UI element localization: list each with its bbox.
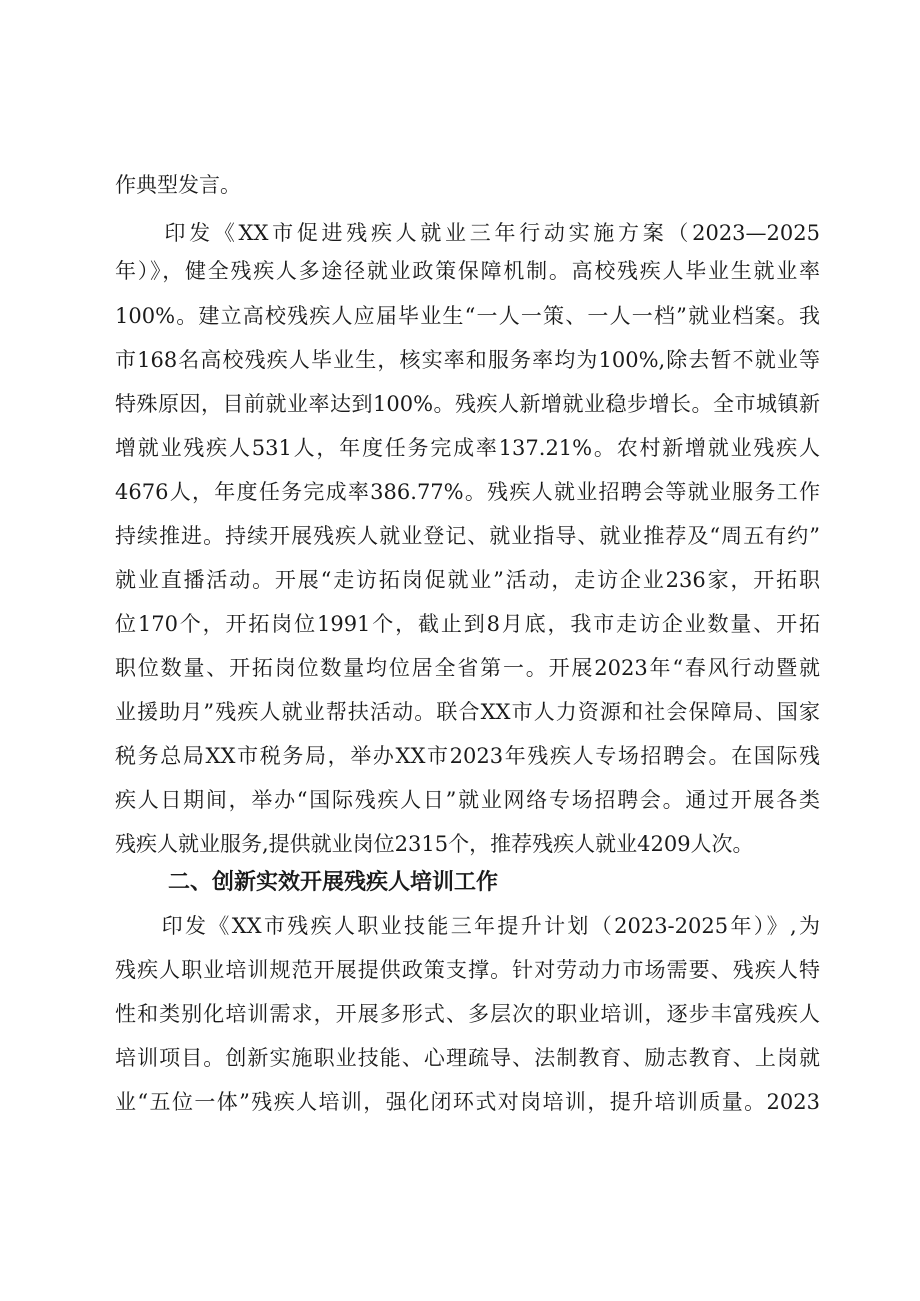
employment-line-4: 市168名高校残疾人毕业生，核实率和服务率均为100%,除去暂不就业等 — [115, 348, 820, 372]
employment-line-15: 残疾人就业服务,提供就业岗位2315个，推荐残疾人就业4209人次。 — [115, 832, 754, 856]
training-line-2: 残疾人职业培训规范开展提供政策支撑。针对劳动力市场需要、残疾人特 — [115, 958, 820, 982]
section-heading: 二、创新实效开展残疾人培训工作 — [168, 870, 499, 895]
employment-line-9: 就业直播活动。开展“走访拓岗促就业”活动，走访企业236家，开拓职 — [115, 568, 820, 592]
training-line-5: 业“五位一体”残疾人培训，强化闭环式对岗培训，提升培训质量。2023 — [115, 1090, 820, 1114]
intro-line: 作典型发言。 — [115, 173, 241, 197]
training-line-1: 印发《XX市残疾人职业技能三年提升计划（2023-2025年）》,为 — [115, 914, 820, 938]
employment-line-3: 100%。建立高校残疾人应届毕业生“一人一策、一人一档”就业档案。我 — [115, 304, 820, 328]
employment-line-6: 增就业残疾人531人，年度任务完成率137.21%。农村新增就业残疾人 — [115, 436, 820, 460]
employment-line-1: 印发《XX市促进残疾人就业三年行动实施方案（2023—2025 — [115, 221, 820, 245]
training-line-4: 培训项目。创新实施职业技能、心理疏导、法制教育、励志教育、上岗就 — [115, 1046, 820, 1070]
employment-line-5: 特殊原因，目前就业率达到100%。残疾人新增就业稳步增长。全市城镇新 — [115, 392, 820, 416]
employment-line-13: 税务总局XX市税务局，举办XX市2023年残疾人专场招聘会。在国际残 — [115, 744, 820, 768]
employment-line-2: 年）》，健全残疾人多途径就业政策保障机制。高校残疾人毕业生就业率 — [115, 259, 820, 283]
employment-line-11: 职位数量、开拓岗位数量均位居全省第一。开展2023年“春风行动暨就 — [115, 656, 820, 680]
employment-line-7: 4676人，年度任务完成率386.77%。残疾人就业招聘会等就业服务工作 — [115, 480, 820, 504]
employment-line-12: 业援助月”残疾人就业帮扶活动。联合XX市人力资源和社会保障局、国家 — [115, 700, 820, 724]
employment-line-10: 位170个，开拓岗位1991个，截止到8月底，我市走访企业数量、开拓 — [115, 612, 820, 636]
training-line-3: 性和类别化培训需求，开展多形式、多层次的职业培训，逐步丰富残疾人 — [115, 1002, 820, 1026]
employment-line-14: 疾人日期间，举办“国际残疾人日”就业网络专场招聘会。通过开展各类 — [115, 788, 820, 812]
employment-line-8: 持续推进。持续开展残疾人就业登记、就业指导、就业推荐及“周五有约” — [115, 524, 820, 548]
